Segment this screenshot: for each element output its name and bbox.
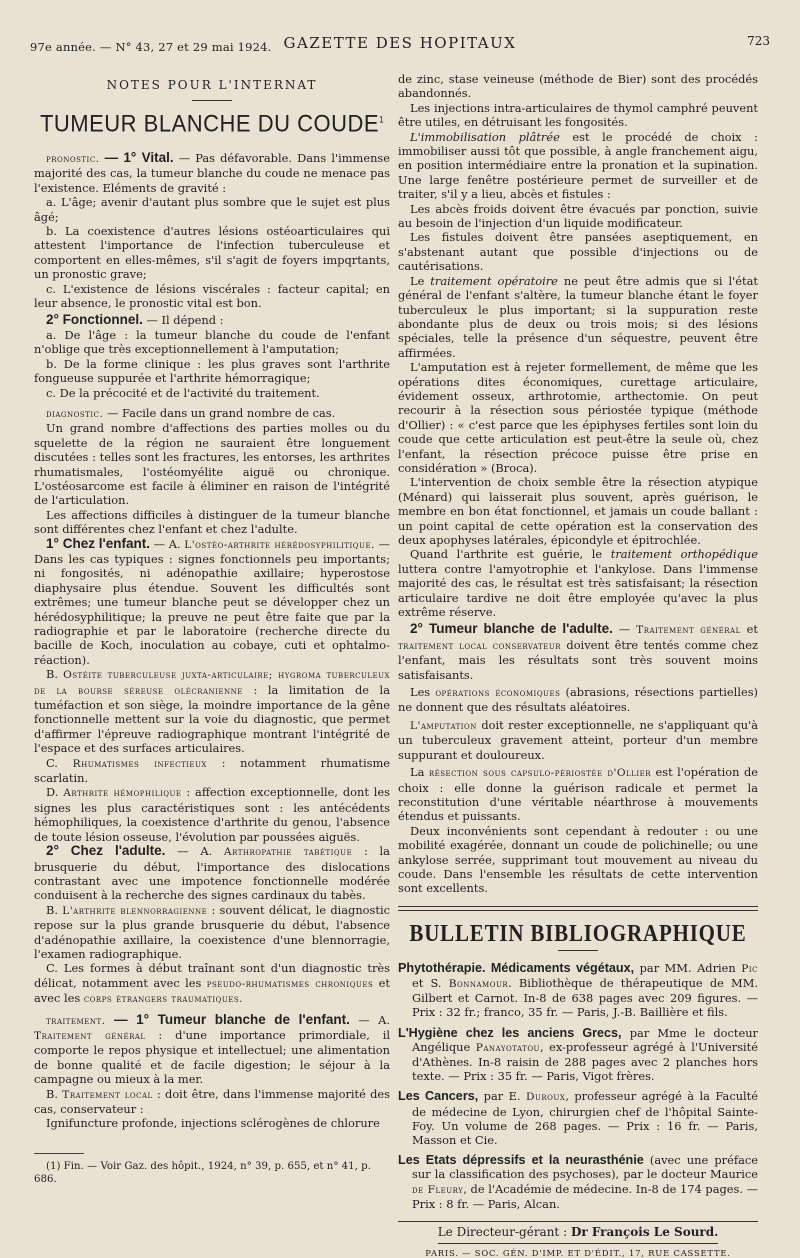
smallcaps-text: résection sous capsulo-périostée d'Ollier (428, 767, 651, 780)
author-name: de Fleury (412, 1183, 464, 1196)
body-text: doivent être tentés comme chez l'enfant, mais les résultats sont très souvent moins satisfaisants. (398, 637, 758, 682)
diagnostic-label: diagnostic. (46, 407, 104, 420)
enfant-title: 1° Chez l'enfant. (46, 535, 150, 551)
diagnostic-enfant-b (34, 667, 390, 755)
label-text: B. (46, 667, 64, 682)
smallcaps-text: Traitement général (636, 624, 741, 637)
body-text: , ex-professeur agrégé à l'Université d'Athènes. In-8 raisin de 288 pages avec 2 planches hors texte. — Prix : 35 fr. — Paris, Vigot frères. (412, 1039, 758, 1084)
body-text: . Bibliothèque de thérapeutique de MM. Gilbert et Carnot. In-8 de 638 pages avec 209 figures. — Prix : 32 fr.; franco, 35 fr. — Paris, J.-B. Baillière et fils. (412, 975, 759, 1020)
bib-title: Phytothérapie. Médicaments végétaux, (398, 960, 635, 975)
fonctionnel-a: a. De l'âge : la tumeur blanche du coude de l'enfant n'oblige que très exceptionnellement à l'amputation; (34, 327, 390, 357)
label-text: — A. (149, 536, 185, 551)
journal-title: GAZETTE DES HOPITAUX (283, 34, 517, 52)
smallcaps-text: Ostéite tuberculeuse juxta-articulaire; hygroma tuberculeux de la bourse séreuse olécranienne (34, 669, 390, 697)
body-text: : notamment rhumatisme scarlatin. (34, 755, 390, 786)
bib-entry (398, 1089, 759, 1147)
divider (192, 100, 232, 101)
body-text: La (410, 765, 429, 780)
section-heading: NOTES POUR L'INTERNAT (106, 78, 318, 92)
director-name: Dr François Le Sourd. (570, 1225, 719, 1239)
prognostic-a: a. L'âge; avenir d'autant plus sombre que le sujet est plus âgé; (34, 195, 390, 224)
vital-title: — 1° Vital. (104, 150, 174, 165)
para-orthopedique (398, 547, 758, 619)
prognostic-fonctionnel (34, 313, 390, 327)
bib-title: L'Hygiène chez les anciens Grecs, (398, 1025, 622, 1040)
smallcaps-text: L'ostéo-arthrite hérédosyphilitique. (184, 538, 375, 551)
body-text: ne peut être admis que si l'état général de l'enfant s'altère, la tumeur blanche étant le foyer tuberculeux le plus important; si la suppuration reste abondante plus de deux ou trois mois; si des lésions spéciales, telle la présence d'un séquestre, peuvent être affirmées. (398, 273, 758, 360)
body-text: : la brusquerie du début, l'importance des dislocations contrastant avec une impotence fonctionnelle modérée conduisent à la recherche des signes cardinaux du tabès. (34, 844, 390, 903)
footnote-divider (34, 1153, 84, 1154)
director-label: Le Directeur-gérant : (437, 1225, 571, 1239)
para-resection (398, 765, 758, 824)
issue-line: 97e année. — N° 43, 27 et 29 mai 1924. (30, 40, 272, 54)
smallcaps-text: L'arthrite blennorragienne (62, 904, 208, 917)
body-text: par E. (478, 1089, 527, 1104)
diagnostic-enfant-d (34, 785, 390, 844)
prognostic-vital (34, 151, 390, 195)
traitement-enfant-title: — 1° Tumeur blanche de l'enfant. (105, 1011, 350, 1027)
label-text: — A. (349, 1012, 390, 1027)
author-name: Bonnamour (448, 977, 509, 990)
smallcaps-text: pseudo-rhumatismes chroniques (206, 977, 374, 990)
page-header (30, 34, 770, 58)
body-text: : la limitation de la tuméfaction et son siège, la moindre importance de la gêne fonctionnelle mettent sur la voie du diagnostic, que permet d'affirmer l'épreuve radiographique montrant l'intégrité de l'espace et des surfaces articulaires. (34, 682, 390, 756)
diagnostic-p2: Les affections difficiles à distinguer de la tumeur blanche sont différentes chez l'enfant et chez l'adulte. (34, 507, 390, 537)
diagnostic-adulte-b (34, 903, 390, 962)
bib-entry (398, 960, 759, 1020)
adulte-title: 2° Chez l'adulte. (46, 843, 166, 859)
article-title (34, 110, 390, 139)
body-text: C. Les formes à début traînant sont d'un diagnostic très délicat, notamment avec les (34, 961, 390, 990)
para-inconvenients: Deux inconvénients sont cependant à redouter : ou une mobilité exagérée, donnant un coude de polichinelle; ou une ankylose serrée, supprimant tout mouvement au niveau du coude. Dans l'ensemble les résultats de cette intervention sont excellents. (398, 823, 758, 896)
body-text: (avec une préface sur la classification des psychoses), par le docteur Maurice (412, 1153, 758, 1182)
article-title-text: TUMEUR BLANCHE DU COUDE (39, 109, 380, 138)
bib-title: Les Cancers, (398, 1089, 479, 1104)
divider (438, 1243, 718, 1244)
smallcaps-text: Arthrite hémophilique (63, 787, 182, 800)
body-text: est le procédé de choix : immobiliser aussi tôt que possible, à angle franchement aigu, en position intermédiaire entre la pronation et la supination. Une large fenêtre postérieure permet de surveiller et de traiter, s'il y a lieu, abcès et fistules : (398, 129, 759, 202)
label-text: D. (46, 785, 64, 800)
para-amputation: L'amputation est à rejeter formellement, de même que les opérations dites économiques, curettage articulaire, évidement osseux, arthrotomie, arthectomie. On peut recourir à la résection sous périostée typique (méthode d'Ollier) : « c'est parce que les épiphyses fertiles sont loin du coude que cette articulation est peut-être la seule où, chez l'enfant, la résection précoce puisse être prise en considération » (Broca). (398, 360, 758, 475)
body-text: et S. (412, 975, 449, 990)
bulletin-title: BULLETIN BIBLIOGRAPHIQUE (409, 918, 747, 947)
para-amputation-adulte (398, 718, 758, 762)
diagnostic-intro (34, 406, 390, 421)
body-text: : d'une importance primordiale, il comporte le repos physique et intellectuel; une alimentation de bonne qualité et de facile digestion; le séjour à la campagne ou mieux à la mer. (34, 1027, 390, 1087)
traitement-local (34, 1087, 390, 1117)
diagnostic-enfant-c (34, 756, 390, 786)
diagnostic-p1: Un grand nombre d'affections des parties molles ou du squelette de la région ne sauraient être longuement discutées : telles sont les fractures, les entorses, les arthrites rhumatismales, l'ostéomyélite aiguë ou chronique. L'ostéosarcome est facile à éliminer en raison de l'intégrité de l'articulation. (34, 421, 390, 508)
printer-line: PARIS. — SOC. GÉN. D'IMP. ET D'ÉDIT., 17, RUE CASSETTE. (425, 1248, 731, 1258)
label-text: — A. (165, 844, 224, 859)
italic-text: traitement opératoire (430, 273, 558, 288)
traitement-enfant (34, 1013, 390, 1087)
bib-entry (398, 1153, 758, 1211)
diagnostic-adulte-a (34, 844, 390, 903)
para-fistules: Les fistules doivent être pansées aseptiquement, en s'abstenant autant que possible d'injections ou de cautérisations. (398, 230, 758, 274)
body-text: et avec les (34, 975, 390, 1006)
body-text: : affection exceptionnelle, dont les signes les plus caractéristiques sont : les antécédents hémophiliques, la coexistence d'arthrite du genou, l'absence de toute lésion osseuse, l'évolution par poussées aiguës. (34, 785, 390, 844)
para-adulte (398, 622, 758, 682)
prognostic-label: pronostic. (46, 153, 100, 165)
diagnostic-adulte-c (34, 961, 390, 1006)
left-column (34, 72, 390, 1186)
prognostic-b: b. La coexistence d'autres lésions ostéoarticulaires qui attestent l'importance de l'infection tuberculeuse et comportent en elles-mêmes, s'il s'agit de foyers impqrtants, un pronostic grave; (34, 224, 390, 282)
para-operatoire (398, 274, 758, 360)
right-column (398, 72, 758, 1258)
smallcaps-text: traitement local conservateur (398, 639, 562, 652)
para-immobilisation (398, 130, 758, 202)
body-text: doit rester exceptionnelle, ne s'appliquant qu'à un tuberculeux gravement atteint, porteur d'un membre suppurant et douloureux. (398, 717, 758, 762)
adulte-treatment-title: 2° Tumeur blanche de l'adulte. (410, 621, 613, 637)
smallcaps-text: Rhumatismes infectieux (72, 757, 207, 770)
vital-text: — Pas défavorable. Dans l'immense majorité des cas, la tumeur blanche du coude ne menace pas l'existence. Eléments de gravité : (34, 151, 390, 195)
fonctionnel-b: b. De la forme clinique : les plus graves sont l'arthrite fongueuse suppurée et l'arthrite hémorragique; (34, 356, 390, 386)
bibliography-list (398, 961, 758, 1211)
smallcaps-text: Traitement local (62, 1088, 153, 1101)
body-text: par MM. Adrien (634, 960, 742, 975)
divider (558, 950, 598, 951)
para-injections: Les injections intra-articulaires de thymol camphré peuvent être utiles, en détruisant les fongosités. (398, 100, 758, 130)
double-rule (398, 906, 758, 911)
italic-text: L'immobilisation plâtrée (410, 129, 560, 144)
footnote-mark: 1 (379, 114, 385, 125)
smallcaps-text: L'amputation (410, 719, 477, 732)
smallcaps-text: corps étrangers traumatiques. (83, 993, 244, 1006)
body-text: , professeur agrégé à la Faculté de médecine de Lyon, chirurgien chef de l'hôpital Sainte-Foy. Un volume de 268 pages. — Prix : 16 fr. — Paris, Masson et Cie. (412, 1089, 759, 1147)
author-name: Pic (741, 962, 758, 975)
body-text: : souvent délicat, le diagnostic repose sur la plus grande brusquerie du début, l'absence d'adénopathie axillaire, la coexistence d'une blennorragie, l'examen radiographique. (34, 902, 390, 961)
author-name: Panayotatou (475, 1041, 540, 1054)
fonctionnel-title: 2° Fonctionnel. (46, 312, 143, 328)
body-text: Les (410, 685, 436, 700)
fonctionnel-c: c. De la précocité et de l'activité du traitement. (46, 385, 320, 400)
body-text: — (612, 622, 637, 637)
footnote: (1) Fin. — Voir Gaz. des hôpit., 1924, n° 39, p. 655, et n° 41, p. 686. (34, 1160, 371, 1185)
para-abces: Les abcès froids doivent être évacués par ponction, suivie au besoin de l'injection d'un liquide modificateur. (398, 201, 758, 231)
body-text: Le (410, 273, 431, 288)
bib-title: Les Etats dépressifs et la neurasthénie (398, 1153, 644, 1168)
para-continue: de zinc, stase veineuse (méthode de Bier) sont des procédés abandonnés. (398, 72, 758, 101)
body-text: (abrasions, résections partielles) ne donnent que des résultats aléatoires. (398, 685, 758, 715)
body-text: et (740, 622, 758, 637)
body-text: : doit être, dans l'immense majorité des cas, conservateur : (34, 1086, 390, 1116)
diagnostic-intro-text: — Facile dans un grand nombre de cas. (103, 405, 336, 420)
fonctionnel-text: — Il dépend : (142, 313, 224, 328)
body-text: est l'opération de choix : elle donne la guérison radicale et permet la reconstitution d'une véritable néarthrose à mouvements étendus et puissants. (398, 765, 758, 824)
smallcaps-text: Traitement général (34, 1029, 146, 1042)
bib-entry (398, 1025, 758, 1084)
body-text: par Mme le docteur Angélique (412, 1025, 758, 1054)
diagnostic-enfant-a (34, 537, 390, 668)
label-text: C. (46, 755, 73, 770)
prognostic-c: c. L'existence de lésions viscérales : facteur capital; en leur absence, le pronostic vital est bon. (34, 281, 390, 311)
italic-text: traitement orthopédique (610, 547, 758, 562)
label-text: B. (46, 902, 63, 917)
director-line (398, 1225, 758, 1239)
body-text: Quand l'arthrite est guérie, le (410, 547, 611, 562)
body-text: — Dans les cas typiques : signes fonctionnels peu importants; ni fongosités, ni adénopathie axillaire; hyperostose diaphysaire plus étendue. Souvent les difficultés sont extrêmes; une tumeur blanche peut se développer chez un hérédosyphilitique; la preuve ne peut être faite que par la radiographie et par le laboratoire (recherche directe du bacille de Koch, inoculation au cobaye, cuti et ophtalmo-réaction). (34, 536, 390, 667)
body-text: , de l'Académie de médecine. In-8 de 174 pages. — Prix : 8 fr. — Paris, Alcan. (412, 1181, 758, 1211)
smallcaps-text: Arthropathie tabétique (223, 846, 353, 859)
para-intervention: L'intervention de choix semble être la résection atypique (Ménard) qui laisserait plus souvent, après guérison, le membre en bon état fonctionnel, et jamais un coude ballant : un point capital de cette opération est la conservation des deux apophyses latérales, épicondyle et épitrochlée. (398, 475, 758, 547)
body-text: luttera contre l'amyotrophie et l'ankylose. Dans l'immense majorité des cas, le résultat est très satisfaisant; la résection articulaire tardive ne doit être employée qu'avec la plus extrême réserve. (398, 561, 758, 620)
para-operations (398, 685, 758, 715)
traitement-ignifuncture: Ignifuncture profonde, injections sclérogènes de chlorure (46, 1116, 380, 1131)
label-text: B. (46, 1086, 63, 1101)
divider (398, 1221, 758, 1222)
smallcaps-text: opérations économiques (435, 687, 561, 700)
author-name: Duroux (526, 1091, 566, 1104)
traitement-label: traitement. (46, 1014, 106, 1027)
page-number: 723 (747, 34, 770, 48)
